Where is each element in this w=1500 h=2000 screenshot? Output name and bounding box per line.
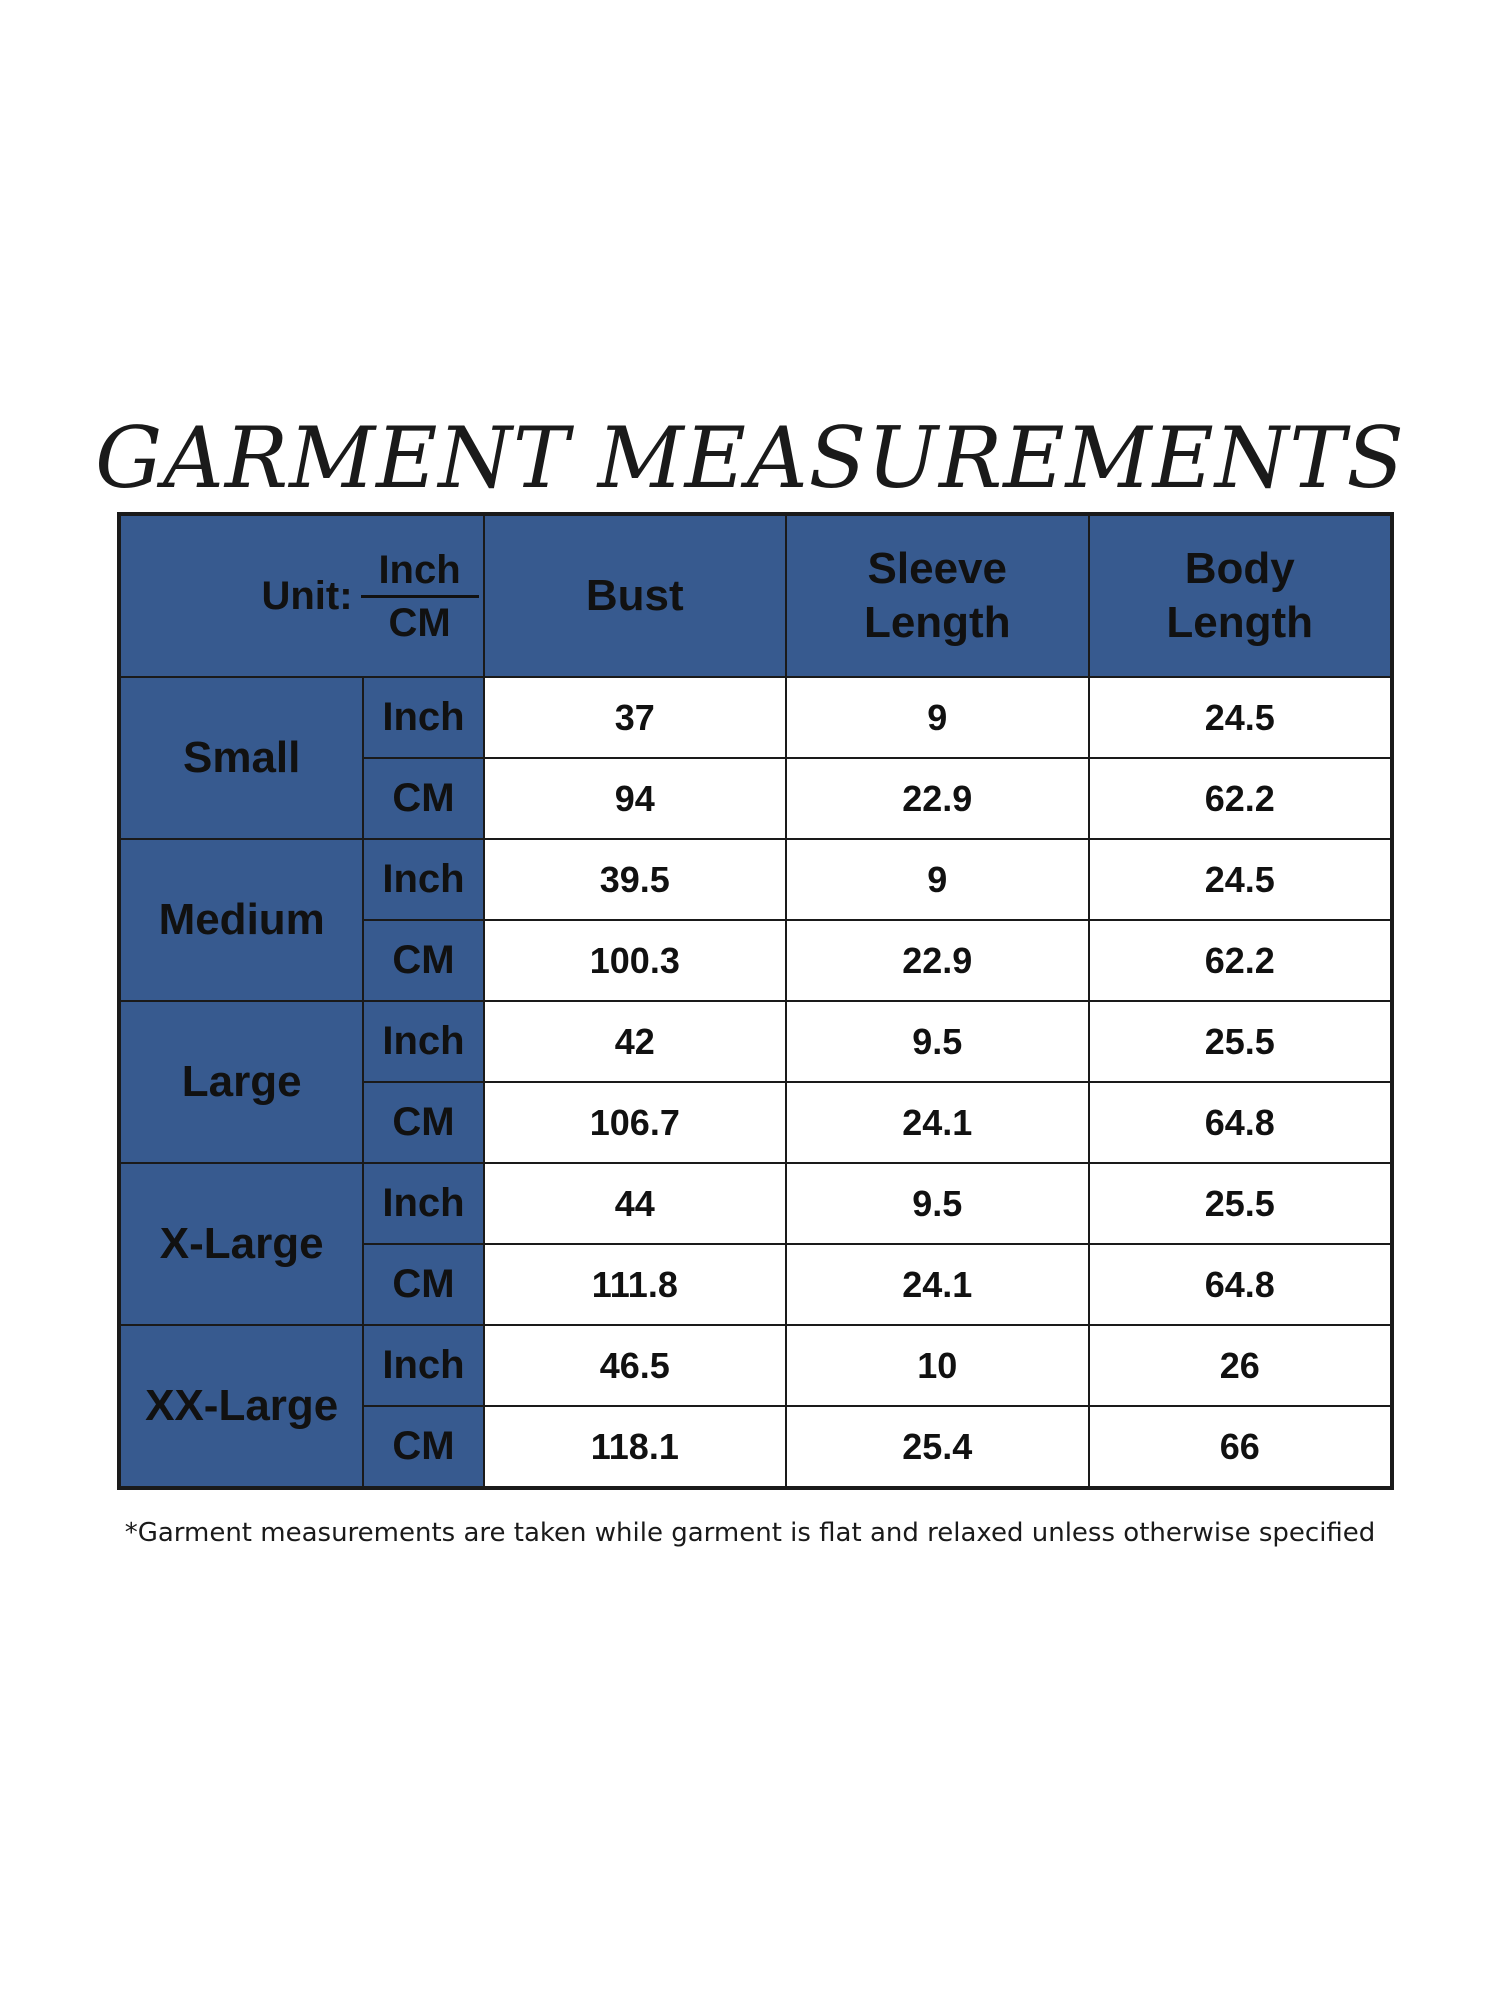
row-unit-label: Inch xyxy=(363,839,483,920)
body-length-value: 24.5 xyxy=(1089,839,1393,920)
size-label-medium: Medium xyxy=(119,839,363,1001)
row-unit-label: CM xyxy=(363,1406,483,1488)
body-length-value: 25.5 xyxy=(1089,1163,1393,1244)
column-header-line: Bust xyxy=(585,571,684,620)
column-header-line: Length xyxy=(1166,598,1314,647)
column-header-body-length xyxy=(1089,514,1393,677)
sleeve-length-value: 24.1 xyxy=(786,1082,1088,1163)
size-label-small: Small xyxy=(119,677,363,839)
unit-fraction xyxy=(361,545,479,648)
bust-value: 100.3 xyxy=(484,920,786,1001)
sleeve-length-value: 22.9 xyxy=(786,758,1088,839)
row-unit-label: CM xyxy=(363,920,483,1001)
column-header-line: Body xyxy=(1184,544,1295,593)
column-header-line: Length xyxy=(863,598,1011,647)
body-length-value: 66 xyxy=(1089,1406,1393,1488)
page-title: GARMENT MEASUREMENTS xyxy=(95,409,1405,507)
size-label-xx-large: XX-Large xyxy=(119,1325,363,1488)
body-length-value: 62.2 xyxy=(1089,758,1393,839)
sleeve-length-value: 9 xyxy=(786,839,1088,920)
row-unit-label: Inch xyxy=(363,1325,483,1406)
bust-value: 111.8 xyxy=(484,1244,786,1325)
bust-value: 44 xyxy=(484,1163,786,1244)
size-chart-table xyxy=(117,512,1394,1490)
sleeve-length-value: 10 xyxy=(786,1325,1088,1406)
sleeve-length-value: 9 xyxy=(786,677,1088,758)
footnote: *Garment measurements are taken while garment is flat and relaxed unless otherwise specified xyxy=(124,1518,1376,1548)
table-row xyxy=(119,677,1392,758)
row-unit-label: CM xyxy=(363,1082,483,1163)
body-length-value: 26 xyxy=(1089,1325,1393,1406)
bust-value: 39.5 xyxy=(484,839,786,920)
bust-value: 37 xyxy=(484,677,786,758)
sleeve-length-value: 22.9 xyxy=(786,920,1088,1001)
size-label-large: Large xyxy=(119,1001,363,1163)
table-row xyxy=(119,1325,1392,1406)
unit-label: Unit: xyxy=(261,573,353,618)
column-header-sleeve-length xyxy=(786,514,1088,677)
column-header-line: Sleeve xyxy=(867,544,1007,593)
unit-fraction-top: Inch xyxy=(378,547,461,592)
sleeve-length-value: 9.5 xyxy=(786,1163,1088,1244)
row-unit-label: CM xyxy=(363,1244,483,1325)
body-length-value: 25.5 xyxy=(1089,1001,1393,1082)
body-length-value: 62.2 xyxy=(1089,920,1393,1001)
row-unit-label: Inch xyxy=(363,1163,483,1244)
row-unit-label: Inch xyxy=(363,1001,483,1082)
unit-fraction-bottom: CM xyxy=(388,600,451,645)
bust-value: 42 xyxy=(484,1001,786,1082)
bust-value: 46.5 xyxy=(484,1325,786,1406)
header-row xyxy=(119,514,1392,677)
bust-value: 94 xyxy=(484,758,786,839)
table-row xyxy=(119,839,1392,920)
table-row xyxy=(119,1001,1392,1082)
body-length-value: 64.8 xyxy=(1089,1244,1393,1325)
body-length-value: 64.8 xyxy=(1089,1082,1393,1163)
row-unit-label: CM xyxy=(363,758,483,839)
body-length-value: 24.5 xyxy=(1089,677,1393,758)
sleeve-length-value: 24.1 xyxy=(786,1244,1088,1325)
column-header-bust xyxy=(484,514,786,677)
bust-value: 118.1 xyxy=(484,1406,786,1488)
sleeve-length-value: 25.4 xyxy=(786,1406,1088,1488)
table-row xyxy=(119,1163,1392,1244)
sleeve-length-value: 9.5 xyxy=(786,1001,1088,1082)
bust-value: 106.7 xyxy=(484,1082,786,1163)
unit-header-cell xyxy=(119,514,484,677)
size-label-x-large: X-Large xyxy=(119,1163,363,1325)
row-unit-label: Inch xyxy=(363,677,483,758)
